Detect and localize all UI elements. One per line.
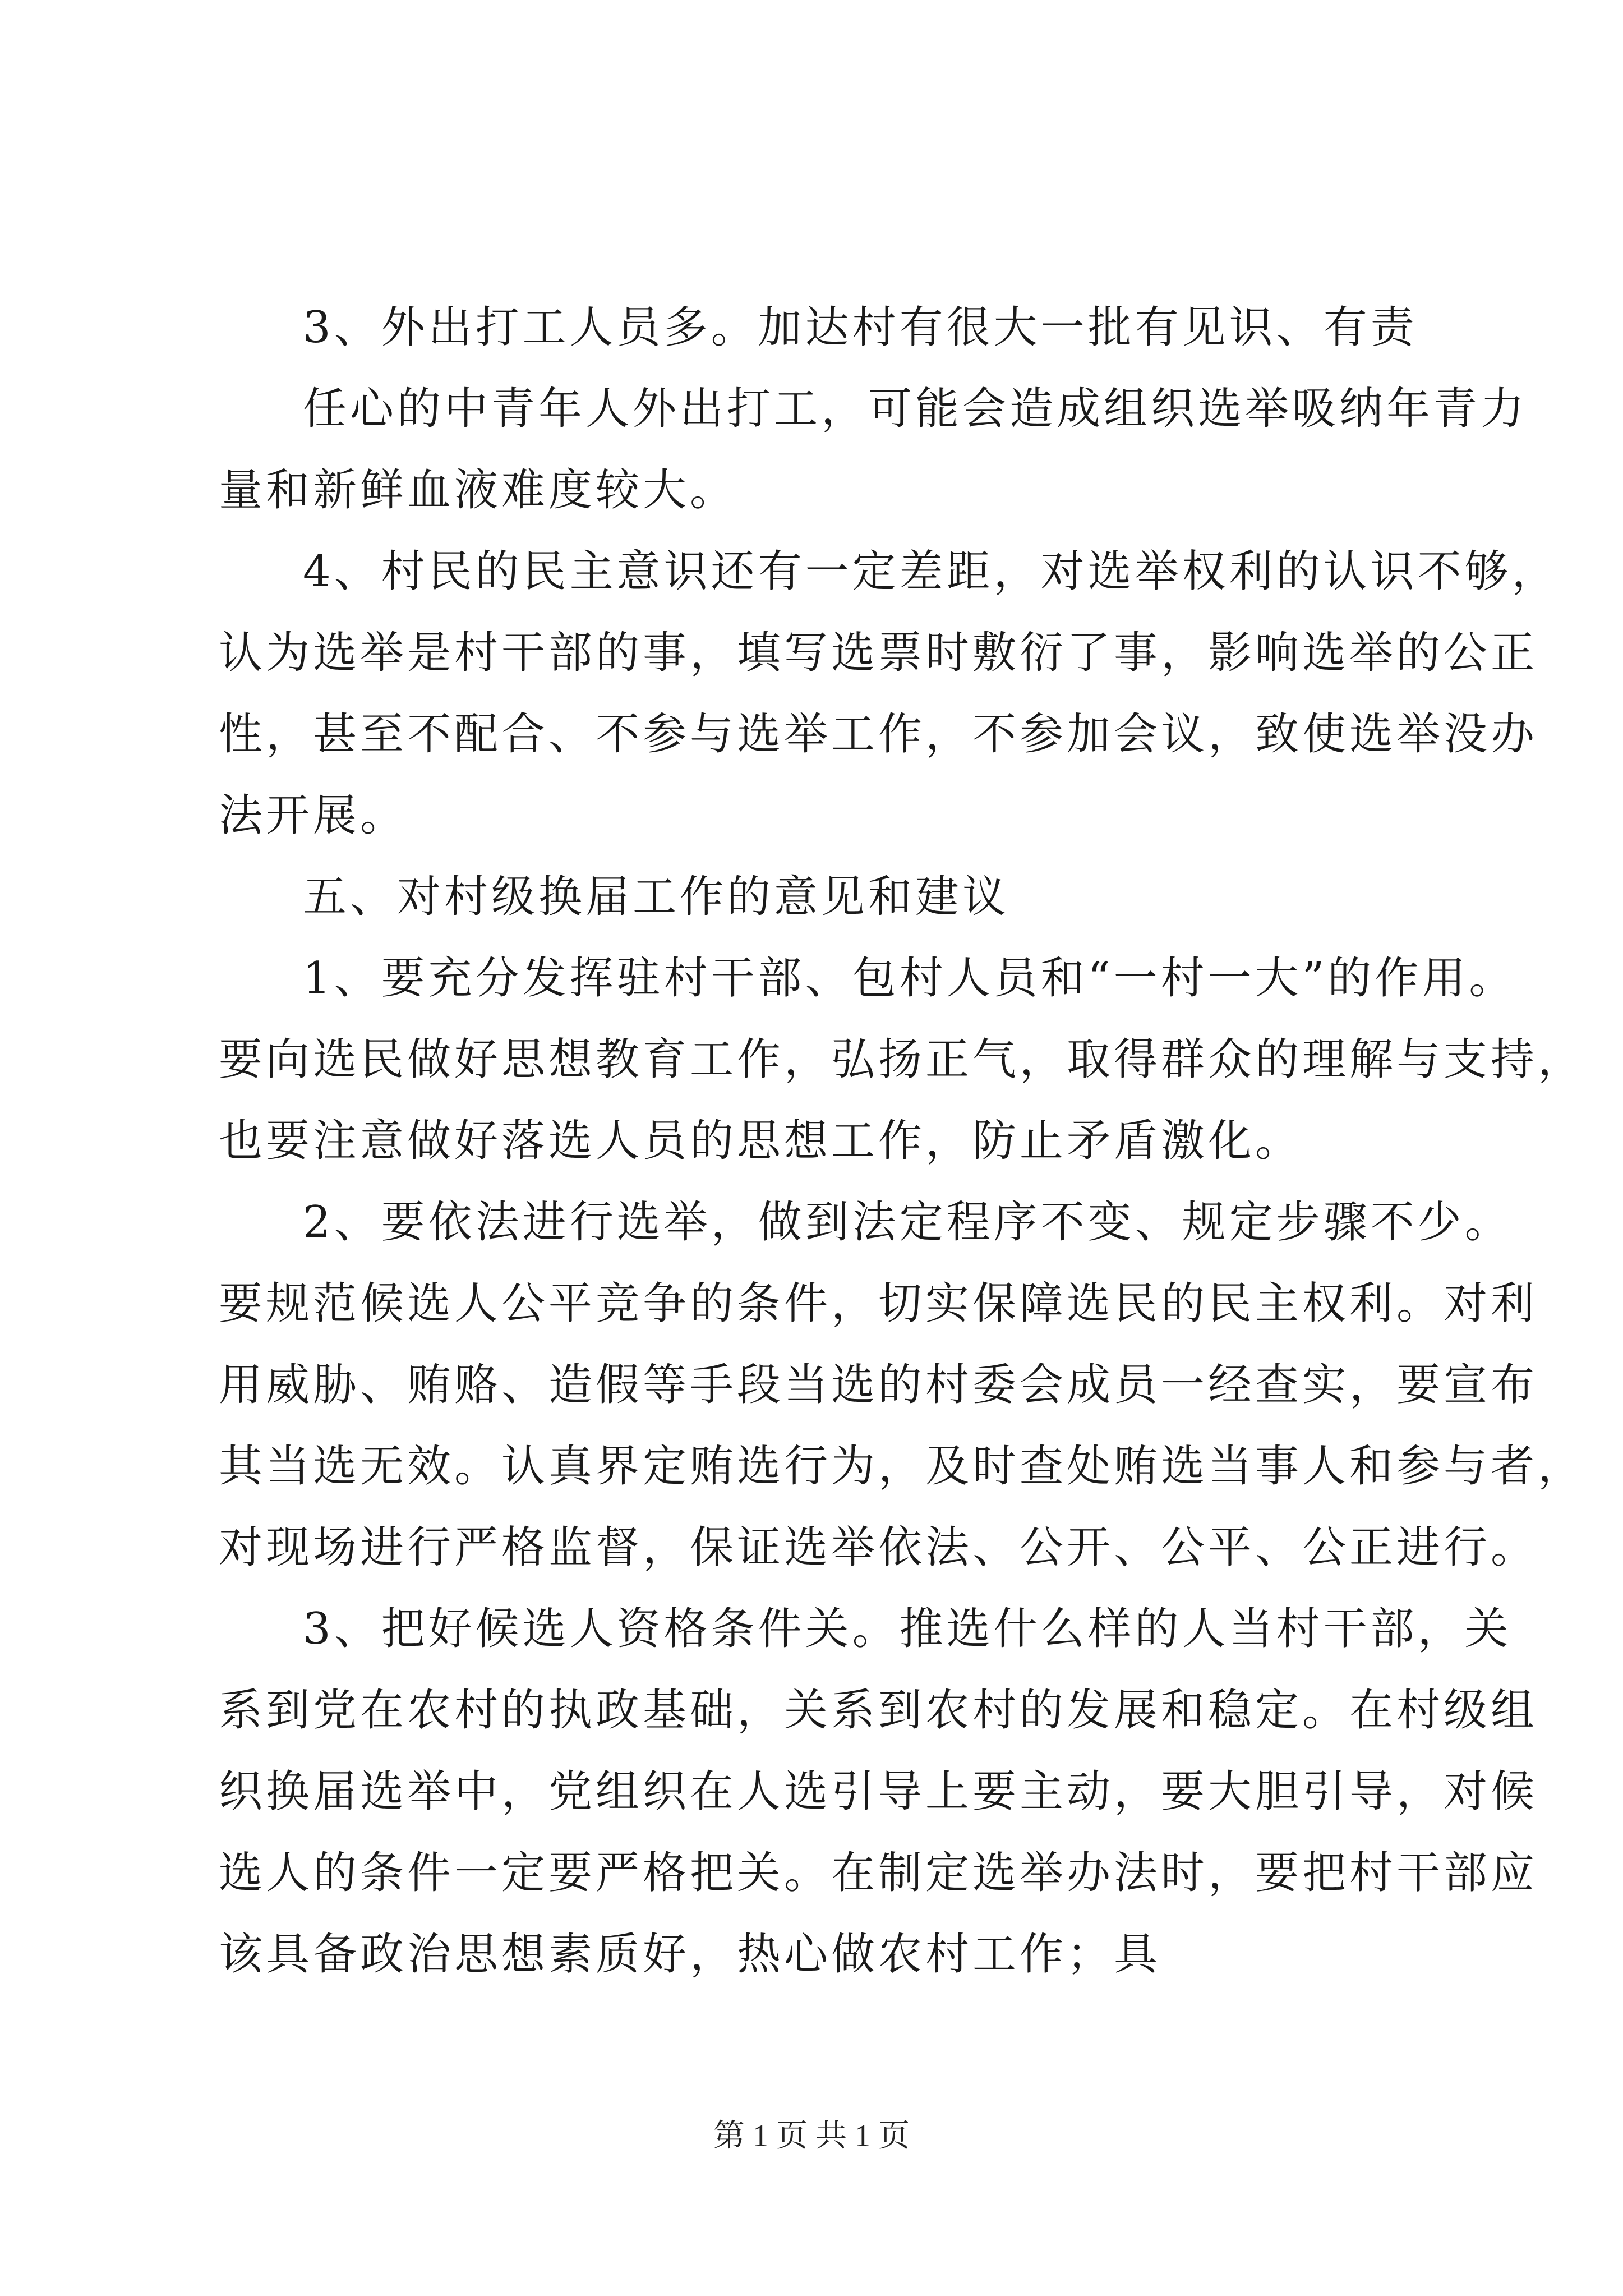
text-line: 要向选民做好思想教育工作，弘扬正气，取得群众的理解与支持， <box>219 1034 1585 1085</box>
text-line: 也要注意做好落选人员的思想工作，防止矛盾激化。 <box>219 1116 1303 1166</box>
text-line: 用威胁、贿赂、造假等手段当选的村委会成员一经查实，要宣布 <box>219 1360 1538 1410</box>
text-line: 五、对村级换届工作的意见和建议 <box>303 872 1010 922</box>
text-line: 3、外出打工人员多。加达村有很大一批有见识、有责 <box>303 302 1418 353</box>
text-line: 对现场进行严格监督，保证选举依法、公开、公平、公正进行。 <box>219 1522 1538 1573</box>
text-line: 其当选无效。认真界定贿选行为，及时查处贿选当事人和参与者， <box>219 1441 1585 1492</box>
text-line: 选人的条件一定要严格把关。在制定选举办法时，要把村干部应 <box>219 1848 1538 1898</box>
text-line: 系到党在农村的执政基础，关系到农村的发展和稳定。在村级组 <box>219 1685 1538 1736</box>
text-line: 2、要依法进行选举，做到法定程序不变、规定步骤不少。 <box>303 1197 1512 1248</box>
page-footer: 第 1 页 共 1 页 <box>713 2119 910 2154</box>
text-line: 性，甚至不配合、不参与选举工作，不参加会议，致使选举没办 <box>219 709 1538 760</box>
text-line: 3、把好候选人资格条件关。推选什么样的人当村干部，关 <box>303 1604 1512 1654</box>
text-line: 认为选举是村干部的事，填写选票时敷衍了事，影响选举的公正 <box>219 628 1538 678</box>
text-line: 要规范候选人公平竞争的条件，切实保障选民的民主权利。对利 <box>219 1278 1538 1329</box>
text-line: 4、村民的民主意识还有一定差距，对选举权利的认识不够， <box>303 546 1559 597</box>
text-line: 量和新鲜血液难度较大。 <box>219 465 737 516</box>
text-line: 织换届选举中，党组织在人选引导上要主动，要大胆引导，对候 <box>219 1766 1538 1817</box>
text-line: 1、要充分发挥驻村干部、包村人员和“一村一大”的作用。 <box>303 953 1516 1004</box>
text-line: 任心的中青年人外出打工，可能会造成组织选举吸纳年青力 <box>303 384 1528 434</box>
text-line: 该具备政治思想素质好，热心做农村工作；具 <box>219 1929 1161 1980</box>
text-line: 法开展。 <box>219 790 408 841</box>
